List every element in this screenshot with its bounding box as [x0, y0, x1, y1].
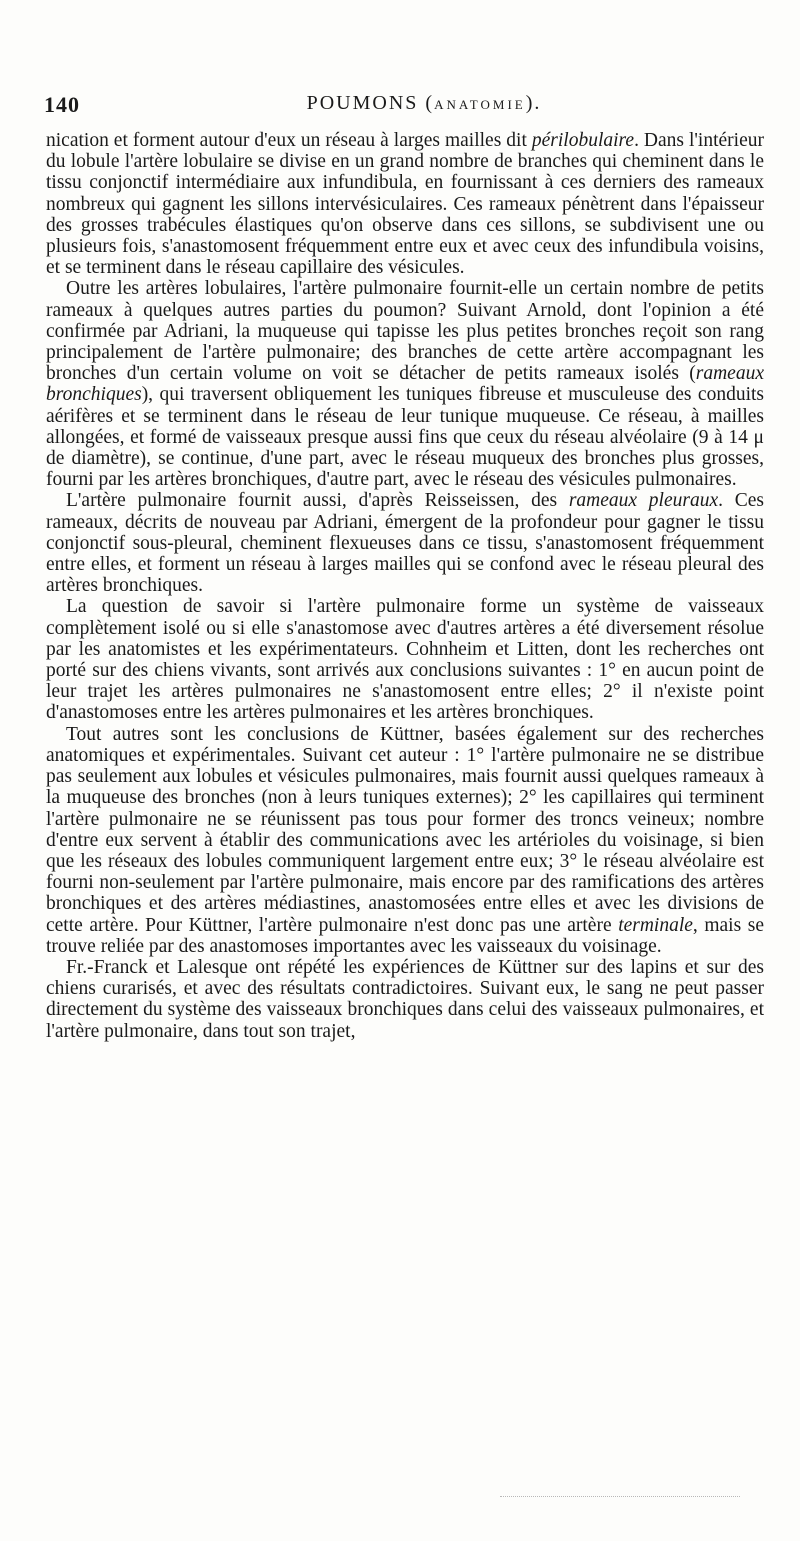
text-run: ), qui traversent obliquement les tuniques fibreuse et musculeuse des conduits aérifères et se terminent dans le réseau de leur tunique muqueuse. Ce réseau, à mailles allongées, et formé de vaisseaux presque aussi fins que ceux du réseau alvéolaire (9 à 14 μ de diamètre), se continue, d'une part, avec le réseau muqueux des bronches plus grosses, fourni par les artères bronchiques, d'autre part, avec le réseau des vésicules pulmonaires. [46, 384, 764, 491]
paragraph [46, 278, 764, 490]
running-title-subject: ANATOMIE [434, 97, 526, 112]
paragraph [46, 490, 764, 596]
text-run: L'artère pulmonaire fournit aussi, d'après Reisseissen, des [66, 490, 569, 512]
footer-rule [500, 1496, 740, 1497]
paragraph [46, 957, 764, 1042]
running-title-end: ). [525, 92, 542, 114]
paragraph [46, 724, 764, 957]
page-header [44, 92, 764, 126]
paragraph [46, 130, 764, 278]
text-run: . Ces rameaux, décrits de nouveau par Adriani, émergent de la profondeur pour gagner le tissu conjonctif sous-pleural, cheminent flexueuses dans ce tissu, s'anastomosent fréquemment entre elles, et forment un réseau à larges mailles qui se confond avec le réseau pleural des artères bronchiques. [46, 490, 764, 597]
running-title [244, 92, 604, 115]
text-run: , mais se trouve reliée par des anastomoses importantes avec les vaisseaux du voisinage. [46, 914, 764, 957]
text-run: Outre les artères lobulaires, l'artère pulmonaire fournit-elle un certain nombre de petits rameaux à quelques autres parties du poumon? Suivant Arnold, dont l'opinion a été confirmée par Adriani, la muqueuse qui tapisse les plus petites bronches reçoit son rang principalement de l'artère pulmonaire; des branches de cette artère accompagnant les bronches d'un certain volume on voit se détacher de petits rameaux isolés ( [46, 278, 764, 385]
text-run: . Dans l'intérieur du lobule l'artère lobulaire se divise en un grand nombre de branches qui cheminent dans le tissu conjonctif intermédiaire aux infundibula, en fournissant à ces derniers des rameaux nombreux qui gagnent les sillons intervésiculaires. Ces rameaux pénètrent dans l'épaisseur des grosses trabécules élastiques qu'on observe dans ces sillons, se subdivisent une ou plusieurs fois, s'anastomosent fréquemment entre eux et avec ceux des infundibula voisins, et se terminent dans le réseau capillaire des vésicules. [46, 130, 764, 279]
italic-term: terminale [618, 914, 693, 936]
italic-term: rameaux bronchiques [46, 363, 764, 406]
text-run: Tout autres sont les conclusions de Küttner, basées également sur des recherches anatomiques et expérimentales. Suivant cet auteur : 1° l'artère pulmonaire ne se distribue pas seulement aux lobules et vésicules pulmonaires, mais fournit aussi quelques rameaux à la muqueuse des bronches (non à leurs tuniques externes); 2° les capillaires qui terminent l'artère pulmonaire ne se réunissent pas tous pour former des troncs veineux; nombre d'entre eux servent à établir des communications avec les artérioles du voisinage, si bien que les réseaux des lobules communiquent largement entre eux; 3° le réseau alvéolaire est fourni non-seulement par l'artère pulmonaire, mais encore par des ramifications des artères bronchiques et des artères médiastines, anastomosées entre elles et avec les divisions de cette artère. Pour Küttner, l'artère pulmonaire n'est donc pas une artère [46, 723, 764, 936]
italic-term: rameaux pleuraux [568, 490, 719, 512]
paragraph [46, 596, 764, 723]
page-number: 140 [44, 92, 80, 117]
running-title-main: POUMONS ( [306, 92, 435, 114]
italic-term: périlobulaire [531, 130, 635, 151]
text-run: nication et forment autour d'eux un réseau à larges mailles dit [46, 130, 532, 151]
text-run: La question de savoir si l'artère pulmonaire forme un système de vaisseaux complètement isolé ou si elle s'anastomose avec d'autres artères a été diversement résolue par les anatomistes et les expérimentateurs. Cohnheim et Litten, dont les recherches ont porté sur des chiens vivants, sont arrivés aux conclusions suivantes : 1° en aucun point de leur trajet les artères pulmonaires ne s'anastomosent entre elles; 2° il n'existe point d'anastomoses entre les artères pulmonaires et les artères bronchiques. [46, 596, 764, 724]
body-text [46, 130, 764, 1042]
text-run: Fr.-Franck et Lalesque ont répété les expériences de Küttner sur des lapins et sur des chiens curarisés, et avec des résultats contradictoires. Suivant eux, le sang ne peut passer directement du système des vaisseaux bronchiques dans celui des vaisseaux pulmonaires, et l'artère pulmonaire, dans tout son trajet, [46, 956, 764, 1042]
